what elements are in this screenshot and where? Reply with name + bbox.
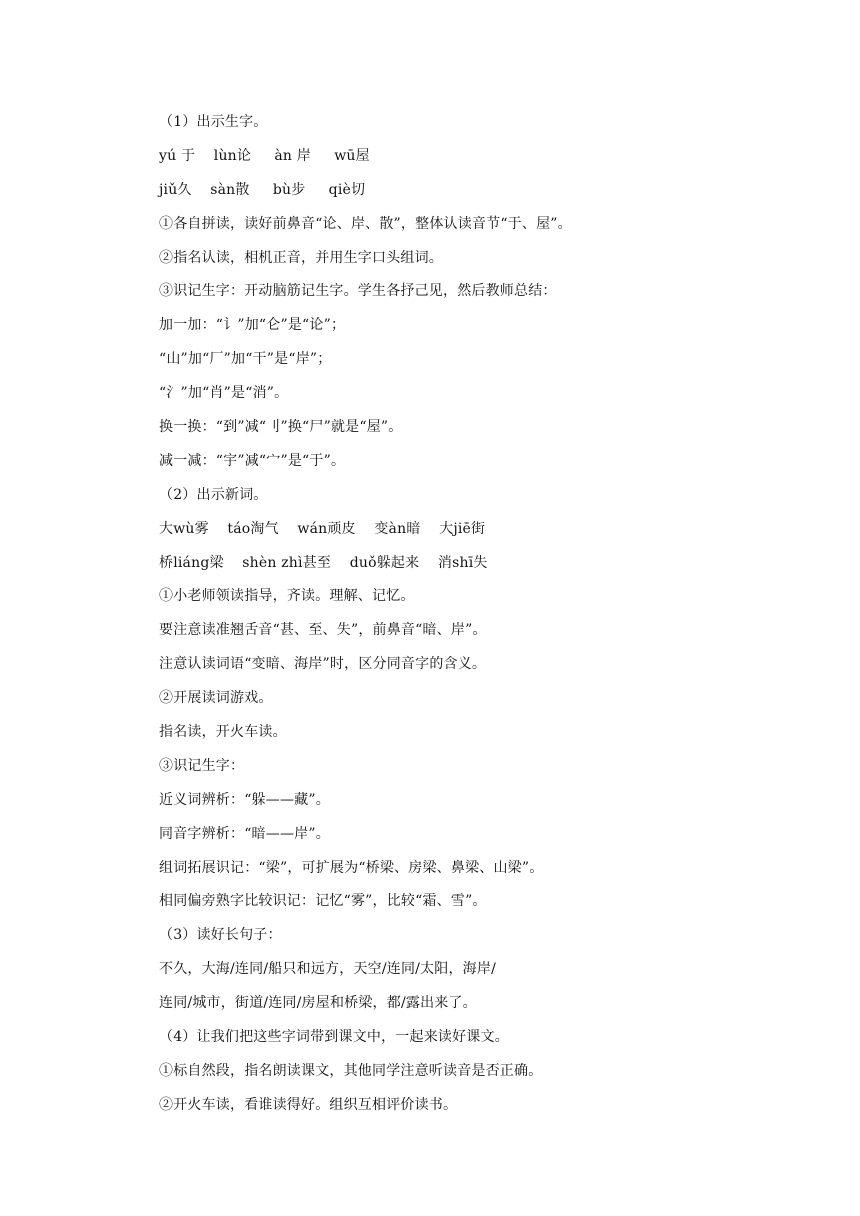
pinyin-row: 大wù雾 táo淘气 wán顽皮 变àn暗 大jiē街 xyxy=(159,520,486,537)
text-line: ①小老师领读指导，齐读。理解、记忆。 xyxy=(159,588,415,605)
text-line: 同音字辨析：“暗——岸”。 xyxy=(159,825,330,842)
text-line: ③识记生字：开动脑筋记生字。学生各抒己见，然后教师总结： xyxy=(159,283,557,300)
text-line: ①标自然段，指名朗读课文，其他同学注意听读音是否正确。 xyxy=(159,1062,543,1079)
text-line: 加一加：“讠”加“仑”是“论”； xyxy=(159,317,346,334)
pinyin-row: jiǔ久 sàn散 bù步 qiè切 xyxy=(159,181,366,198)
text-line: 组词拓展识记：“梁”，可扩展为“桥梁、房梁、鼻梁、山梁”。 xyxy=(159,859,544,876)
text-line: 近义词辨析：“躲——藏”。 xyxy=(159,791,330,808)
text-line: ②开火车读，看谁读得好。组织互相评价读书。 xyxy=(159,1096,458,1113)
text-line: 注意认读词语“变暗、海岸”时，区分同音字的含义。 xyxy=(159,656,487,673)
text-line: 相同偏旁熟字比较识记：记忆“雾”，比较“霜、雪”。 xyxy=(159,893,487,910)
pinyin-row: yú 于 lùn论 àn 岸 wū屋 xyxy=(159,147,370,164)
lesson-text xyxy=(159,110,719,1127)
section-heading: （1）出示生字。 xyxy=(159,114,268,130)
section-heading: （4）让我们把这些字词带到课文中，一起来读好课文。 xyxy=(159,1029,509,1046)
text-line: 换一换：“到”减“刂”换“尸”就是“屋”。 xyxy=(159,419,403,436)
text-line: 不久，大海/连同/船只和远方，天空/连同/太阳，海岸/ xyxy=(159,961,496,978)
text-line: ①各自拼读，读好前鼻音“论、岸、散”，整体认读音节“于、屋”。 xyxy=(159,215,572,232)
text-line: “氵”加“肖”是“消”。 xyxy=(159,385,289,402)
text-line: ②指名认读，相机正音，并用生字口头组词。 xyxy=(159,249,443,266)
text-line: “山”加“厂”加“干”是“岸”； xyxy=(159,351,332,368)
text-line: 连同/城市，街道/连同/房屋和桥梁，都/露出来了。 xyxy=(159,995,477,1012)
section-heading: （3）读好长句子： xyxy=(159,927,282,944)
pinyin-row: 桥liáng梁 shèn zhì甚至 duǒ躲起来 消shī失 xyxy=(159,554,488,571)
text-line: 减一减：“宇”减“宀”是“于”。 xyxy=(159,452,346,469)
text-line: 指名读，开火车读。 xyxy=(159,724,287,741)
text-line: ③识记生字： xyxy=(159,757,245,774)
text-line: 要注意读准翘舌音“甚、至、失”，前鼻音“暗、岸”。 xyxy=(159,622,487,639)
section-heading: （2）出示新词。 xyxy=(159,486,268,503)
text-line: ②开展读词游戏。 xyxy=(159,690,273,707)
